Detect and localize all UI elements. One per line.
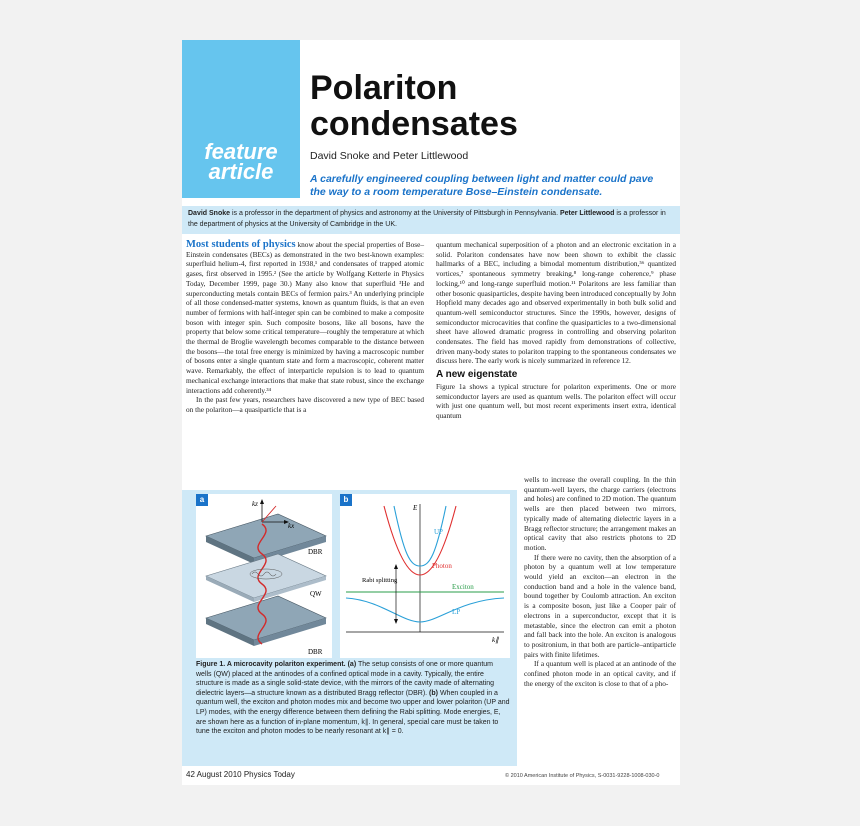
figure-panel-a: [196, 494, 332, 658]
column-1: [186, 240, 424, 415]
kz-label: kz: [252, 500, 258, 508]
photon-label: Photon: [432, 562, 452, 570]
title-line2: condensates: [310, 105, 518, 143]
bio-text-2: is a professor in the department of physics at the University of Cambridge in the UK.: [188, 210, 666, 228]
col2-para-1: quantum mechanical superposition of a photon and an electronic excitation in a solid. Polariton condensates have now been shown to exhibit the classic hallmarks of a BEC, including a bimodal momentum distribution,⁵⁶ quantized vortices,⁷ spontaneous symmetry breaking,⁸ long-range coherence,⁹ phase locking,¹⁰ and long-range superfluid motion.¹¹ Polaritons are less familiar than other bosonic quasiparticles, despite having been introduced conceptually by John Hopfield many decades ago and observed experimentally in both bulk solid and quantum-well semiconductor structures. Since the 1990s, however, designs of semiconductor microcavities that confine the quasiparticles to a two-dimensional sheet have allowed dramatic progress in controlling and observing polariton condensates. The field has moved rapidly from demonstrations of collective, driven many-body states to polariton trapping to the spontaneous condensates we discuss here. The early work is nicely summarized in reference 12.: [436, 240, 676, 366]
page-footer: 42 August 2010 Physics Today: [186, 770, 295, 779]
exciton-label: Exciton: [452, 583, 474, 591]
feature-label-line1: feature: [204, 139, 278, 164]
section-heading: A new eigenstate: [436, 369, 518, 381]
copyright: © 2010 American Institute of Physics, S-0031-9228-1008-030-0: [505, 773, 660, 779]
lp-curve: [346, 598, 504, 622]
column-2-top: [436, 240, 676, 421]
feature-label: [186, 139, 296, 184]
col1-text-1: know about the special properties of Bose–Einstein condensates (BECs) as demonstrated in the two best-known examples: superfluid helium-4, first reported in 1938,¹ and condensates of trapped atomic gases, first observed in 1995.² (See the article by Wolfgang Ketterle in Physics Today, December 1999, page 30.) Many also know that superfluid ³He and superconducting metals contain BECs of fermion pairs.³ An underlying principle of all those condensed-matter systems, known as quantum fluids, is that an even number of fermions with half-integer spin can be combined to make a composite boson with integer spin. Such composite bosons, like all bosons, have the property that below some critical temperature—roughly the temperature at which the thermal de Broglie wavelength becomes comparable to the distance between the bosons—the total free energy is minimized by having a macroscopic number of bosons enter a single quantum state and form a macroscopic, coherent matter wave. Remarkably, the effect of interparticle repulsion is to lead to quantum mechanical exchange interactions that make that state robust, since the exchange interactions add coherently.³⁴: [186, 240, 424, 395]
dispersion-plot: [340, 494, 510, 658]
col1-para-2: In the past few years, researchers have discovered a new type of BEC based on the polariton—a quasiparticle that is a: [186, 395, 424, 414]
caption-text-1: The setup consists of one or more quantum wells (QW) placed at the antinodes of a confined optical mode in a cavity. Typically, the entire structure is made as a single solid-state device, with the mirrors of the cavity made of alternating dielectric layers—a structure known as a distributed Bragg reflector (DBR).: [196, 661, 495, 697]
caption-b-marker: (b): [429, 689, 438, 697]
col2-para-4: If there were no cavity, then the absorption of a photon by a quantum well at low temperature would yield an exciton—an electron in the conduction band and a hole in the valence band, bound together by Coulomb attraction. An exciton is a composite boson, just like a Cooper pair of electrons in a superconductor, except that it is metastable, since the electron can emit a photon and fall back into the hole. An exciton is analogous to positronium, in that both are particle–antiparticle pairs with finite lifetimes.: [524, 552, 676, 659]
authors: David Snoke and Peter Littlewood: [310, 150, 469, 162]
title-line1: Polariton: [310, 69, 458, 107]
article-title: [310, 70, 518, 142]
author-bio: [182, 206, 680, 234]
subtitle: A carefully engineered coupling between light and matter could pave the way to a room temperature Bose–Einstein condensate.: [310, 173, 654, 198]
col2-para-2: Figure 1a shows a typical structure for polariton experiments. One or more semiconductor layers are used as quantum wells. The polariton effect will occur with just one quantum well, but most recent experiments insert extra, identical quantum: [436, 381, 676, 420]
rabi-label: Rabi splitting: [362, 577, 398, 584]
panel-b-tag: b: [340, 494, 352, 506]
qw-label: QW: [310, 590, 322, 598]
col2-para-3: wells to increase the overall coupling. In the thin quantum-well layers, the charge carriers (electrons and holes) are confined to 2D motion. The quantum wells are then placed between two mirrors, typically made of alternating dielectric layers in a Bragg reflector structure; the arrangement makes an optical cavity that also restricts photons to 2D motion.: [524, 475, 676, 552]
kx-label: kx: [288, 522, 295, 530]
col2-para-5: If a quantum well is placed at an antinode of the confined photon mode in an optical cavity, and if the energy of the exciton is close to that of a pho-: [524, 659, 676, 688]
rabi-arrowhead-bottom: [394, 619, 398, 624]
bio-text-1: is a professor in the department of physics and astronomy at the University of Pittsburgh in Pennsylvania.: [230, 210, 560, 217]
kz-arrowhead: [260, 499, 264, 504]
lp-label: LP: [452, 608, 461, 616]
figure-caption: [196, 660, 510, 737]
col1-para-1: [186, 240, 424, 395]
bio-name-2: Peter Littlewood: [559, 210, 615, 217]
caption-text-2: When coupled in a quantum well, the exciton and photon modes mix and become two upper and lower polariton (UP and LP) modes, with the energy difference between them defining the Rabi splitting. Mode energies, E, are shown here as a function of in-plane momentum, k∥. In general, special care must be taken to tune the exciton and photon modes to be nearly resonant at k∥ = 0.: [196, 689, 510, 736]
lead-in: Most students of physics: [186, 239, 296, 250]
bio-name-1: David Snoke: [188, 210, 231, 217]
cavity-diagram: [196, 494, 332, 658]
feature-label-line2: article: [208, 159, 274, 184]
e-axis-label: E: [413, 504, 418, 512]
k-axis-label: k∥: [492, 636, 499, 644]
column-2-bottom: [524, 475, 676, 688]
dbr-top-label: DBR: [308, 548, 323, 556]
caption-title: Figure 1. A microcavity polariton experiment.: [196, 661, 346, 668]
figure-panel-b: [340, 494, 510, 658]
rabi-arrowhead-top: [394, 564, 398, 569]
dbr-bottom-label: DBR: [308, 648, 323, 656]
up-label: UP: [434, 528, 443, 536]
panel-a-tag: a: [196, 494, 208, 506]
caption-a-marker: (a): [347, 661, 357, 668]
